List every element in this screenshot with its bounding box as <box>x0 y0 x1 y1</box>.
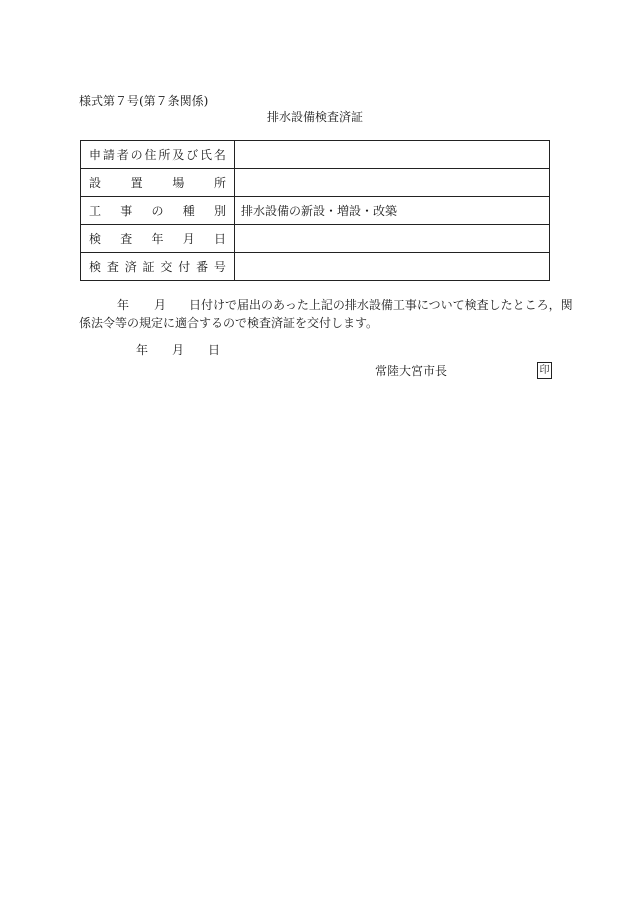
label-char: 氏 <box>200 148 213 162</box>
label-char: 種 <box>182 204 195 218</box>
label-location <box>81 169 235 197</box>
label-char: 査 <box>120 232 133 246</box>
label-char: の <box>151 204 164 218</box>
label-char: 交 <box>160 260 173 274</box>
statement-line-2: 係法令等の規定に適合するので検査済証を交付します。 <box>79 316 379 330</box>
label-text <box>81 174 234 191</box>
label-char: 者 <box>116 148 129 162</box>
statement-year: 年 <box>117 298 130 312</box>
issuer-title: 常陸大宮市長 <box>375 364 448 378</box>
label-char: 検 <box>89 260 102 274</box>
form-number: 様式第７号(第７条関係) <box>79 94 209 108</box>
statement-text: 日付けで届出のあった上記の排水設備工事について検査したところ，関 <box>189 298 573 312</box>
label-char: 付 <box>178 260 191 274</box>
label-char: 名 <box>213 148 226 162</box>
label-char: 及 <box>172 148 185 162</box>
label-char: 年 <box>151 232 164 246</box>
label-text <box>81 230 234 247</box>
label-char: 設 <box>89 176 102 190</box>
value-location <box>235 169 550 197</box>
value-work-type: 排水設備の新設・増設・改築 <box>235 197 550 225</box>
statement-month: 月 <box>154 298 167 312</box>
label-certificate-number <box>81 253 235 281</box>
label-char: 住 <box>144 148 157 162</box>
label-char: 申 <box>89 148 102 162</box>
label-text <box>81 202 234 219</box>
label-char: 済 <box>124 260 137 274</box>
value-applicant <box>235 141 550 169</box>
table-row <box>81 197 550 225</box>
label-work-type <box>81 197 235 225</box>
label-char: 所 <box>213 176 226 190</box>
label-inspection-date <box>81 225 235 253</box>
certificate-statement <box>79 296 573 332</box>
label-char: の <box>130 148 143 162</box>
statement-line-1 <box>79 296 573 314</box>
table-row <box>81 225 550 253</box>
label-char: 置 <box>130 176 143 190</box>
label-applicant <box>81 141 235 169</box>
label-char: 別 <box>213 204 226 218</box>
issue-date-day: 日 <box>208 343 221 357</box>
issue-date-year: 年 <box>136 343 149 357</box>
document-title: 排水設備検査済証 <box>266 110 363 124</box>
label-char: 号 <box>213 260 226 274</box>
label-char: 事 <box>120 204 133 218</box>
label-char: 請 <box>102 148 115 162</box>
label-char: び <box>186 148 199 162</box>
label-char: 所 <box>158 148 171 162</box>
label-char: 番 <box>196 260 209 274</box>
label-char: 日 <box>213 232 226 246</box>
label-char: 月 <box>182 232 195 246</box>
table-row <box>81 169 550 197</box>
table-row <box>81 141 550 169</box>
label-char: 証 <box>142 260 155 274</box>
value-certificate-number <box>235 253 550 281</box>
label-char: 工 <box>89 204 102 218</box>
seal-mark: 印 <box>537 362 552 379</box>
issue-date-month: 月 <box>172 343 185 357</box>
label-char: 場 <box>172 176 185 190</box>
label-text <box>81 258 234 275</box>
label-char: 検 <box>89 232 102 246</box>
label-char: 査 <box>106 260 119 274</box>
value-inspection-date <box>235 225 550 253</box>
certificate-table <box>80 140 550 281</box>
table-row <box>81 253 550 281</box>
label-text <box>81 146 234 163</box>
